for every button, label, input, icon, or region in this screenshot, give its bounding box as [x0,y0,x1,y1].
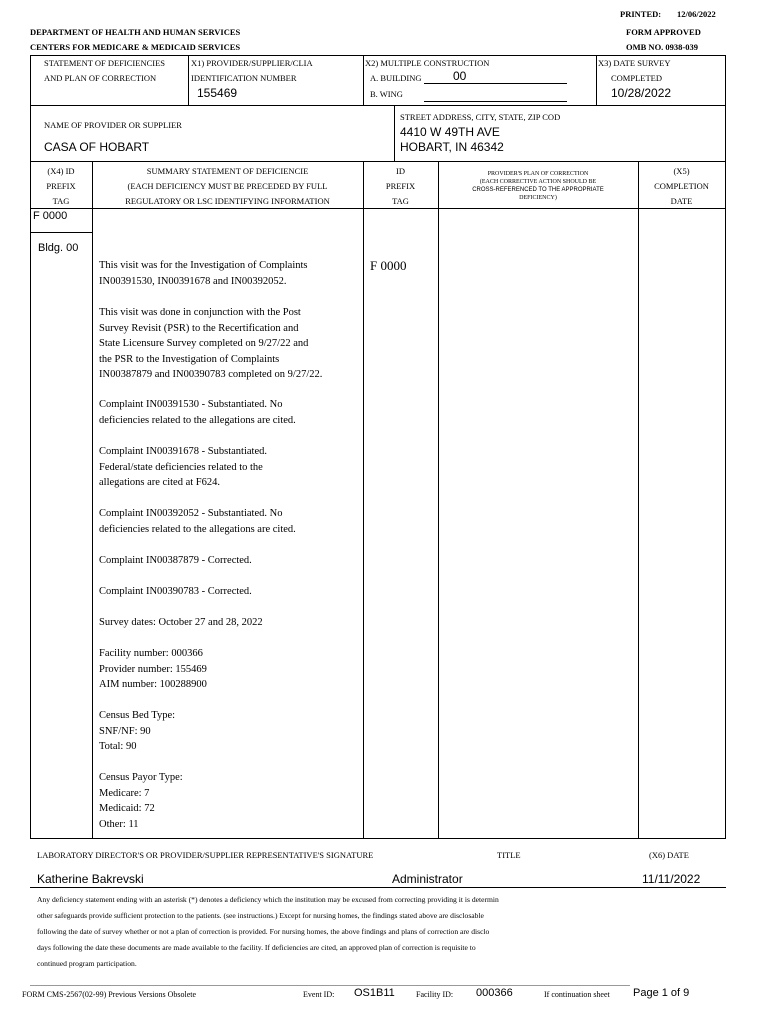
statement-label-line2: AND PLAN OF CORRECTION [44,73,157,83]
signature-date: 11/11/2022 [642,872,701,886]
x5-header-line1: (X5) [673,166,690,176]
summary-line: Census Bed Type: [99,710,176,721]
x3-label-line1: X3) DATE SURVEY [598,58,671,68]
summary-line: Complaint IN00391530 - Substantiated. No [99,399,283,410]
summary-line: Survey dates: October 27 and 28, 2022 [99,617,263,628]
summary-paragraph [99,397,361,428]
plan-header-line3: CROSS-REFERENCED TO THE APPROPRIATE [472,187,604,193]
form-approved: FORM APPROVED [626,27,701,37]
notice-line: other safeguards provide sufficient protection to the patients. (see instructions.) Except for nursing homes, the findings stated above are disclosable [37,911,484,920]
summary-line: Federal/state deficiencies related to the [99,461,263,473]
summary-line: SNF/NF: 90 [99,725,151,737]
continuation-label: If continuation sheet [544,990,610,999]
summary-line: Complaint IN00392052 - Substantiated. No [99,508,283,519]
provider-name-label: NAME OF PROVIDER OR SUPPLIER [44,120,182,130]
summary-line: IN00387879 and IN00390783 completed on 9/27/22. [99,369,323,380]
centers-title: CENTERS FOR MEDICARE & MEDICAID SERVICES [30,42,241,52]
summary-paragraph [99,646,361,693]
summary-paragraph [99,553,361,569]
address-line2: HOBART, IN 46342 [400,140,504,154]
x4-header-line3: TAG [52,196,70,206]
address-line1: 4410 W 49TH AVE [400,125,500,139]
summary-line: Provider number: 155469 [99,663,207,675]
summary-line: Complaint IN00387879 - Corrected. [99,555,252,566]
summary-line: Complaint IN00390783 - Corrected. [99,586,252,597]
event-id-label: Event ID: [303,990,335,999]
printed-label: PRINTED: [620,9,662,19]
department-title: DEPARTMENT OF HEALTH AND HUMAN SERVICES [30,27,241,37]
prefix-tag-right: F 0000 [370,258,407,273]
summary-paragraph [99,770,361,832]
survey-date-value: 10/28/2022 [611,86,672,100]
x4-header-line2: PREFIX [46,181,76,191]
notice-line: continued program participation. [37,959,137,968]
summary-line: Medicare: 7 [99,787,150,799]
form-number: FORM CMS-2567(02-99) Previous Versions Obsolete [22,990,197,999]
x1-label-line2: IDENTIFICATION NUMBER [191,73,297,83]
summary-paragraph [99,258,361,289]
summary-line: State Licensure Survey completed on 9/27/22 and [99,338,309,349]
notice-line: Any deficiency statement ending with an asterisk (*) denotes a deficiency which the institution may be excused from correcting providing it is determin [37,895,499,904]
summary-header-line2: (EACH DEFICIENCY MUST BE PRECEDED BY FULL [127,181,328,191]
printed-date: 12/06/2022 [677,9,716,19]
summary-line: Census Payor Type: [99,772,183,783]
signature-name: Katherine Bakrevski [37,872,144,886]
x5-header-line2: COMPLETION [654,181,709,191]
summary-line: This visit was done in conjunction with the Post [99,307,301,318]
building-tag: Bldg. 00 [38,242,79,254]
summary-line: AIM number: 100288900 [99,679,207,690]
statement-label-line1: STATEMENT OF DEFICIENCIES [44,58,166,68]
summary-line: Total: 90 [99,741,137,752]
event-id-value: OS1B11 [354,987,395,999]
summary-paragraph [99,708,361,755]
omb-number: OMB NO. 0938-039 [626,42,699,52]
summary-paragraph [99,584,361,600]
x3-label-line2: COMPLETED [611,73,662,83]
building-value: 00 [453,69,467,83]
x1-label-line1: X1) PROVIDER/SUPPLIER/CLIA [191,58,313,68]
summary-line: Medicaid: 72 [99,803,155,814]
provider-name-value: CASA OF HOBART [44,140,150,154]
summary-line: the PSR to the Investigation of Complaints [99,353,280,365]
summary-paragraph [99,615,361,631]
wing-label: B. WING [370,89,403,99]
signature-title: Administrator [392,872,463,886]
notice-line: days following the date these documents are made available to the facility. If deficiencies are cited, an approved plan of correction is requisite to [37,943,476,952]
summary-line: deficiencies related to the allegations are cited. [99,414,296,426]
provider-id-value: 155469 [197,86,238,100]
date-label: (X6) DATE [649,850,689,860]
summary-line: Other: 11 [99,818,139,830]
summary-line: Facility number: 000366 [99,648,203,659]
notice-line: following the date of survey whether or not a plan of correction is provided. For nursing homes, the above findings and plans of correction are disclo [37,927,490,936]
x4-header-line1: (X4) ID [47,166,75,176]
summary-line: IN00391530, IN00391678 and IN00392052. [99,275,287,287]
id-header-line3: TAG [392,196,409,206]
prefix-tag-left: F 0000 [33,210,68,222]
deficiency-notice [37,892,737,972]
summary-paragraph [99,444,361,491]
summary-line: Complaint IN00391678 - Substantiated. [99,446,267,457]
summary-line: allegations are cited at F624. [99,477,221,488]
x2-label: X2) MULTIPLE CONSTRUCTION [365,58,490,68]
title-label: TITLE [497,850,521,860]
plan-header-line4: DEFICIENCY) [519,195,557,201]
building-label: A. BUILDING [370,73,422,83]
summary-line: deficiencies related to the allegations are cited. [99,523,296,535]
id-header-line1: ID [396,166,405,176]
summary-header-line1: SUMMARY STATEMENT OF DEFICIENCIE [146,166,309,176]
page-number: Page 1 of 9 [633,987,690,999]
id-header-line2: PREFIX [385,181,416,191]
signature-label: LABORATORY DIRECTOR'S OR PROVIDER/SUPPLIER REPRESENTATIVE'S SIGNATURE [37,850,374,860]
summary-line: Survey Revisit (PSR) to the Recertification and [99,322,299,334]
facility-id-value: 000366 [476,987,513,999]
plan-header-line1: PROVIDER'S PLAN OF CORRECTION [487,171,589,177]
summary-header-line3: REGULATORY OR LSC IDENTIFYING INFORMATION [125,196,330,206]
address-label: STREET ADDRESS, CITY, STATE, ZIP COD [400,112,561,122]
x5-header-line3: DATE [670,196,693,206]
summary-paragraph [99,506,361,537]
plan-header-line2: (EACH CORRECTIVE ACTION SHOULD BE [479,179,597,185]
summary-paragraph [99,305,361,383]
summary-line: This visit was for the Investigation of Complaints [99,260,308,271]
facility-id-label: Facility ID: [416,990,454,999]
